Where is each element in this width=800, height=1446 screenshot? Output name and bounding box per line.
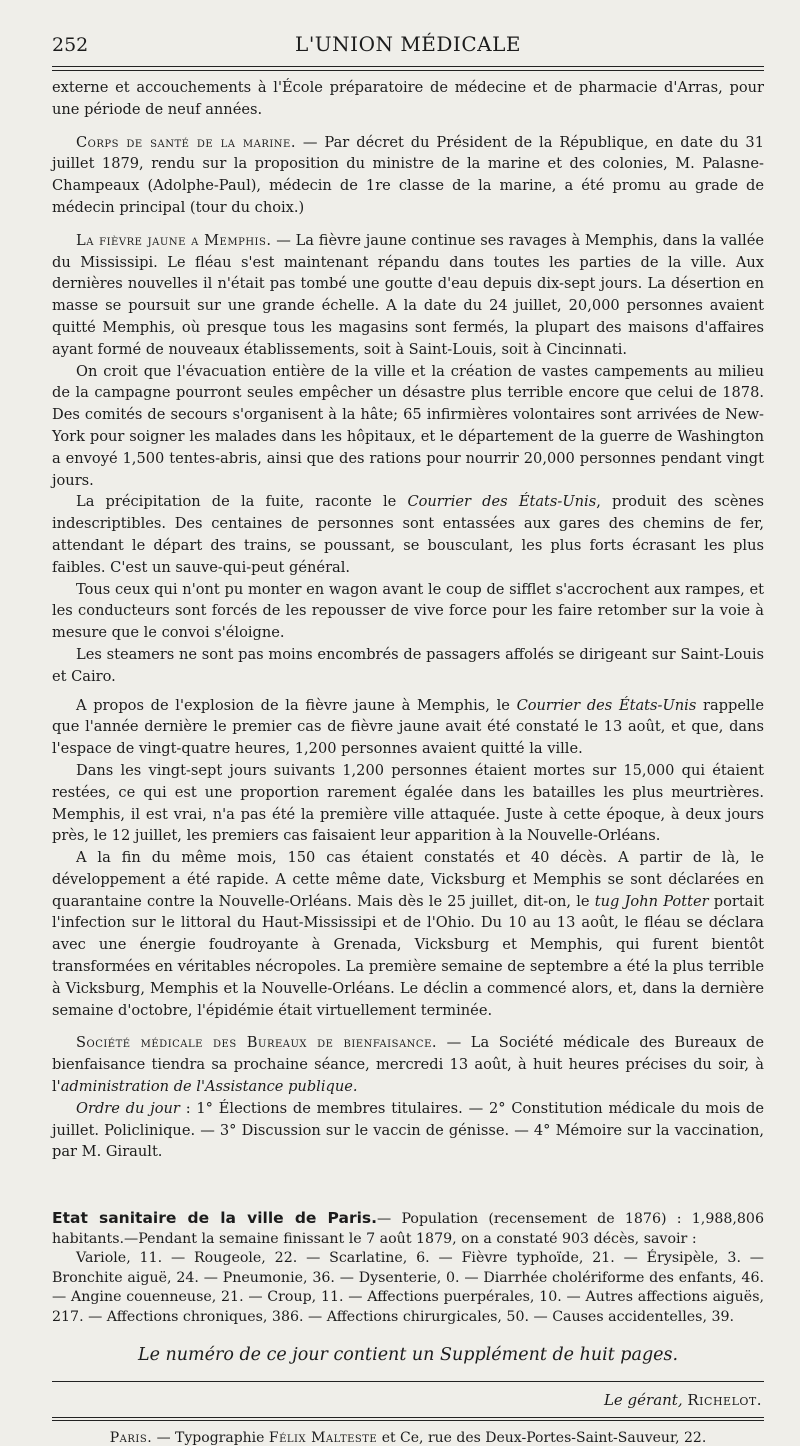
paragraph-evacuation: On croit que l'évacuation entière de la ville et la création de vastes campements au milieu de la campagne pourront seules empêcher un désastre plus terrible encore que celui de 1878. Des comités de secours s'organisent à la hâte; 65 infirmières volontaires sont arrivées de New-York pour soigner les malades dans les hôpitaux, et le département de la guerre de Washington a envoyé 1,500 tentes-abris, ainsi que des rations pour nourrir 20,000 personnes pendant vingt jours.: [52, 362, 764, 489]
printer-address: et Ce, rue des Deux-Portes-Saint-Sauveur, 22.: [377, 1430, 707, 1446]
footer-rule: [52, 1417, 764, 1418]
institution-name: administration de l'Assistance publique.: [60, 1078, 358, 1096]
paragraph-marine-text: — Par décret du Président de la République, en date du 31 juillet 1879, rendu sur la proposition du ministre de la marine et des colonies, M. Palasne-Champeaux (Adolphe-Paul), médecin de 1re classe de la marine, a été promu au grade de médecin principal (tour du choix.): [52, 133, 764, 216]
paragraph-marine: [52, 132, 764, 219]
paragraph-vingt-sept-jours: Dans les vingt-sept jours suivants 1,200 personnes étaient mortes sur 15,000 qui étaient restées, ce qui est une proportion rarement égalée dans les batailles les plus meurtrières. Memphis, il est vrai, n'a pas été la première ville attaquée. Juste à cette époque, à deux jours près, le 12 juillet, les premiers cas faisaient leur apparition à la Nouvelle-Orléans.: [52, 761, 764, 845]
paragraph-a-propos: [52, 695, 764, 760]
footer-rule-top: [52, 1381, 764, 1382]
paragraph-fievre-jaune-text: — La fièvre jaune continue ses ravages à Memphis, dans la vallée du Mississipi. Le fléau s'est maintenant répandu dans toutes les parties de la ville. Aux dernières nouvelles il n'était pas tombé une goutte d'eau depuis dix-sept jours. La désertion en masse se poursuit sur une grande échelle. A la date du 24 juillet, 20,000 personnes avaient quitté Memphis, où presque tous les magasins sont fermés, la plupart des maisons d'affaires ayant formé de nouveaux établissements, soit à Saint-Louis, soit à Cincinnati.: [52, 231, 764, 358]
sanitary-report: [52, 1209, 764, 1327]
printer-city: Paris.: [109, 1430, 153, 1446]
newspaper-title: Courrier des États-Unis: [516, 696, 697, 714]
sanitary-intro: [52, 1209, 764, 1249]
paragraph-fievre-jaune: [52, 230, 764, 361]
paragraph-wagons: Tous ceux qui n'ont pu monter en wagon avant le coup de sifflet s'accrochent aux rampes, et les conducteurs sont forcés de les repousser de vive force pour les faire retomber sur la voie à mesure que le convoi s'éloigne.: [52, 580, 764, 642]
paragraph-arras: externe et accouchements à l'École préparatoire de médecine et de pharmacie d'Arras, pour une période de neuf années.: [52, 79, 764, 118]
text-run: A la fin du même mois, 150 cas étaient constatés et 40 décès. A partir de là, le développement a été rapide. A cette même date, Vicksburg et Memphis se sont déclarées en quarantaine contre la Nouvelle-Orléans. Mais dès le 25 juillet, dit-on, le: [52, 849, 764, 910]
text-run: rappelle que l'année dernière le premier cas de fièvre jaune avait été constaté le 13 août, et que, dans l'espace de vingt-quatre heures, 1,200 personnes avaient quitté la ville.: [52, 696, 764, 758]
running-title: L'UNION MÉDICALE: [295, 32, 521, 56]
gerant-signature: [52, 1391, 764, 1409]
sanitary-population: — Population (recensement de 1876) : 1,988,806 habitants.—Pendant la semaine finissant le 7 août 1879, on a constaté 903 décès, savoir :: [52, 1211, 764, 1247]
printer-imprint: [52, 1430, 764, 1446]
agenda-label: Ordre du jour: [76, 1099, 180, 1117]
newspaper-title: Courrier des États-Unis: [407, 493, 597, 511]
text-run: — La Société médicale des Bureaux de bienfaisance tiendra sa prochaine séance, mercredi 13 août, à huit heures précises du soir, à l': [52, 1034, 764, 1096]
paragraph-fin-du-mois: [52, 847, 764, 1021]
footer-rule-2: [52, 1420, 764, 1421]
gerant-name: Richelot.: [687, 1391, 762, 1410]
paragraph-precipitation: [52, 491, 764, 578]
article-body: [52, 77, 764, 1163]
sanitary-title: Etat sanitaire de la ville de Paris.: [52, 1209, 378, 1228]
text-run: — Typographie: [152, 1430, 269, 1446]
supplement-notice: Le numéro de ce jour contient un Supplément de huit pages.: [137, 1345, 679, 1366]
text-run: La précipitation de la fuite, raconte le: [76, 493, 408, 511]
paragraph-societe-medicale: [52, 1032, 764, 1097]
text-run: : 1° Élections de membres titulaires. — 2° Constitution médicale du mois de juillet. Policlinique. — 3° Discussion sur le vaccin de génisse. — 4° Mémoire sur la vaccination, par M. Girault.: [52, 1099, 764, 1161]
header-rule: [52, 70, 764, 71]
paragraph-steamers: Les steamers ne sont pas moins encombrés de passagers affolés se dirigeant sur Saint-Louis et Cairo.: [52, 645, 764, 685]
text-run: A propos de l'explosion de la fièvre jaune à Memphis, le: [76, 696, 517, 714]
paragraph-ordre-du-jour: [52, 1098, 764, 1163]
gerant-label: Le gérant,: [603, 1391, 683, 1410]
section-heading-societe: Société médicale des Bureaux de bienfaisance.: [76, 1034, 438, 1052]
text-run: portait l'infection sur le littoral du Haut-Mississipi et de l'Ohio. Du 10 au 13 août, le fléau se déclara avec une énergie foudroyante à Grenada, Vicksburg et Memphis, qui furent bientôt transformées en véritables nécropoles. La première semaine de septembre a été la plus terrible à Vicksburg, Memphis et la Nouvelle-Orléans. Le déclin a commencé alors, et, dans la dernière semaine d'octobre, l'épidémie était virtuellement terminée.: [52, 892, 764, 1019]
printer-name: Félix Malteste: [268, 1430, 378, 1446]
text-run: , produit des scènes indescriptibles. Des centaines de personnes sont entassées aux gares des chemins de fer, attendant le départ des trains, se poussant, se bousculant, les plus forts écrasant les plus faibles. C'est un sauve-qui-peut général.: [52, 493, 764, 576]
ship-name: tug John Potter: [594, 892, 709, 910]
section-heading-fievre-jaune: La fièvre jaune a Memphis.: [76, 231, 272, 249]
page-number: 252: [52, 34, 89, 56]
sanitary-causes: Variole, 11. — Rougeole, 22. — Scarlatine, 6. — Fièvre typhoïde, 21. — Érysipèle, 3. — Bronchite aiguë, 24. — Pneumonie, 36. — Dysenterie, 0. — Diarrhée cholériforme des enfants, 46. — Angine couenneuse, 21. — Croup, 11. — Affections puerpérales, 10. — Autres affections aiguës, 217. — Affections chroniques, 386. — Affections chirurgicales, 50. — Causes accidentelles, 39.: [52, 1250, 764, 1325]
page-header: [52, 26, 764, 67]
section-heading-marine: Corps de santé de la marine.: [76, 133, 296, 151]
